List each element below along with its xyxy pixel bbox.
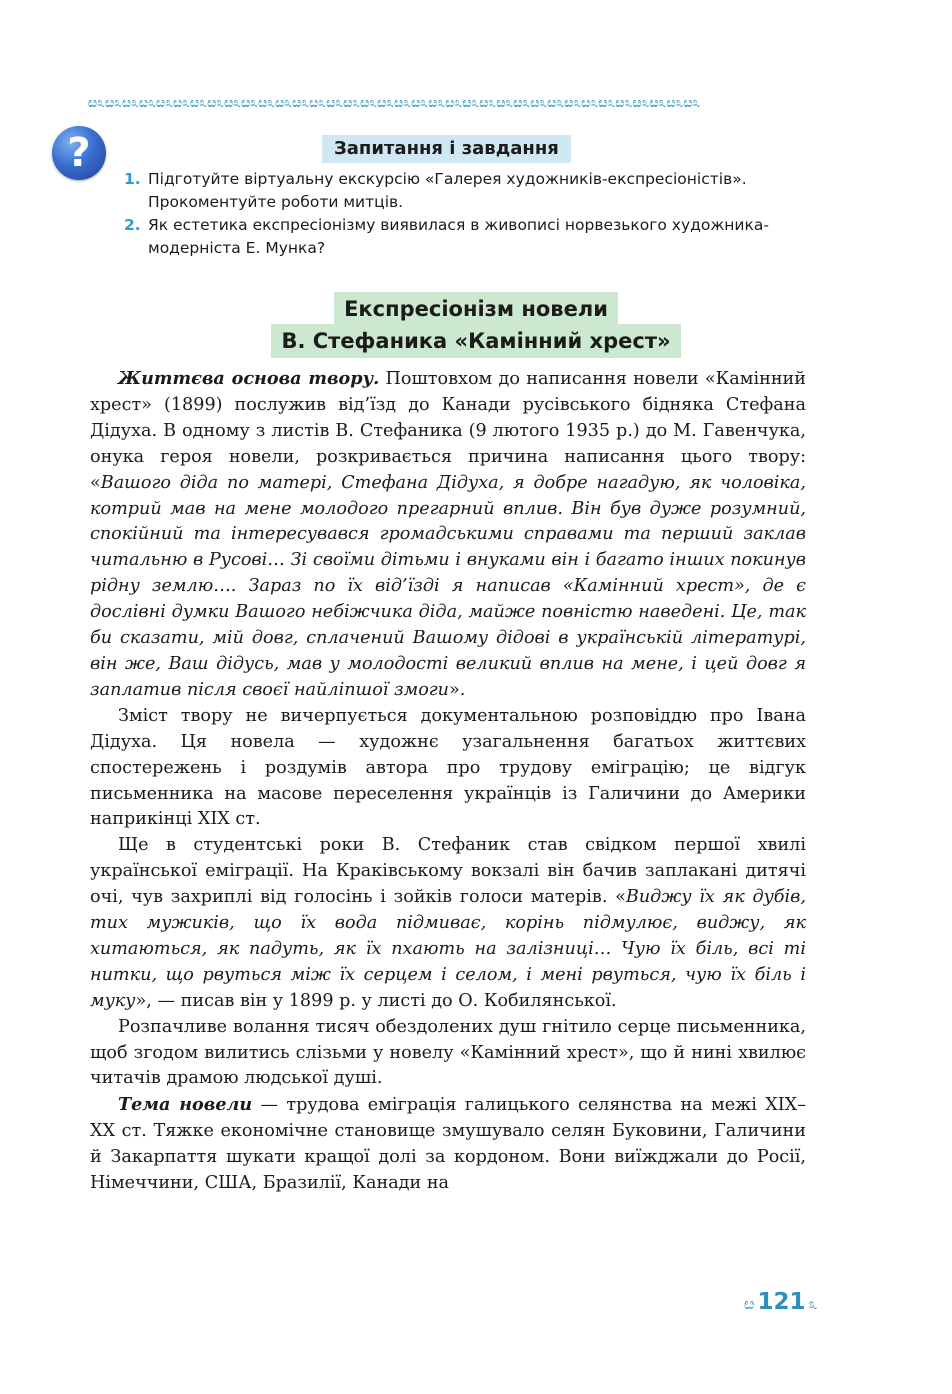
question-number: 1. — [124, 170, 141, 188]
paragraph: Зміст твору не вичерпується документальною розповіддю про Івана Дідуха. Ця новела — художнє узагальнення багатьох життєвих спостережень і роздумів автора про трудову еміграцію; це відгук письменника на масове переселення українців із Галичини до Америки наприкінці XIX ст. — [90, 705, 806, 830]
paragraph-text: — трудова еміграція галицького селянства на межі XIX–XX ст. Тяжке економічне становище змушувало селян Буковини, Галичини й Закарпаття шукати кращої долі за кордоном. Вони виїжджали до Росії, Німеччини, США, Бразилії, Канади на — [90, 1095, 806, 1194]
question-item — [124, 168, 814, 214]
article-body — [90, 366, 806, 1197]
question-item — [124, 214, 814, 260]
paragraph-label: Життєва основа твору. — [118, 368, 380, 389]
paragraph-text: Ще в студентські роки В. Стефаник став свідком першої хвилі української еміграції. На Краківському вокзалі він бачив заплакані дитячі очі, чув захриплі від голосінь і зойків голоси матерів. « — [90, 835, 806, 908]
quote-text: Виджу їх як дубів, тих мужиків, що їх вода підмиває, корінь підмулює, виджу, як хитаються, як падуть, як їх пхають на залізниці… Чую їх біль, всі ті нитки, що рвуться між їх серцем і селом, і мені рвуться, чую їх біль і муку — [90, 887, 807, 1011]
paragraph-text: Поштовхом до написання новели «Камінний хрест» (1899) послужив від’їзд до Канади русівського бідняка Стефана Дідуха. В одному з листів В. Стефаника (9 лютого 1935 р.) до М. Гавенчука, онука героя новели, розкривається причина написання цього твору: « — [90, 369, 806, 493]
section-title-text: В. Стефаника «Камінний хрест» — [271, 324, 680, 358]
ornament-left-icon: ೞ — [744, 1294, 755, 1313]
question-text: Підготуйте віртуальну екскурсію «Галерея художників-експресіоністів». Прокоментуйте роботи митців. — [148, 170, 747, 211]
section-title-text: Експресіонізм новели — [334, 292, 618, 326]
paragraph-label: Тема новели — [118, 1094, 253, 1116]
paragraph-text: ». — [449, 679, 466, 700]
quote-text: Вашого діда по матері, Стефана Дідуха, я добре нагадую, як чоловіка, котрий мав на мене молодого прегарний вплив. Він був дуже розумний, спокійний та інтересувався громадськими справами та перший заклав читальню в Русові… Зі своїми дітьми і внуками він і багато інших покинув рідну землю…. Зараз по їх від’їзді я написав «Камінний хрест», де є дослівні думки Вашого небіжчика діда, майже повністю наведені. Це, так би сказати, мій довг, сплачений Вашому дідові в українській літературі, він же, Ваш дідусь, мав у молодості великий вплив на мене, і цей довг я заплатив після своєї найліпшої змоги — [90, 472, 806, 700]
paragraph — [90, 833, 806, 1014]
page-number-block — [744, 1287, 817, 1317]
paragraph-text: », — писав він у 1899 р. у листі до О. Кобилянської. — [135, 990, 617, 1011]
questions-list — [124, 168, 814, 260]
question-mark-icon: ? — [52, 126, 106, 180]
questions-title: Запитання і завдання — [322, 135, 571, 163]
ornament-right-icon: ೩ — [808, 1294, 818, 1313]
paragraph — [90, 1092, 806, 1197]
section-title-line-2 — [0, 324, 952, 358]
question-text: Як естетика експресіонізму виявилася в живописі норвезького художника-модерніста Е. Мунка? — [148, 216, 769, 257]
question-number: 2. — [124, 216, 141, 234]
section-title-line-1 — [0, 292, 952, 326]
ornament-border: ೞ೩ೞ೩ೞ೩ೞ೩ೞ೩ೞ೩ೞ೩ೞ೩ೞ೩ೞ೩ೞ೩ೞ೩ೞ೩ೞ೩ೞ೩ೞ೩ೞ೩ೞ೩ೞ೩ೞ೩ೞ೩ೞ೩ೞ೩ೞ೩ೞ೩ೞ೩ೞ೩ೞ೩ೞ೩ೞ೩ೞ೩ೞ೩ೞ೩ೞ೩ೞ೩ೞ೩ — [88, 95, 701, 111]
paragraph — [90, 366, 806, 704]
paragraph: Розпачливе волання тисяч обездолених душ гнітило серце письменника, щоб згодом вилитись слізьми у новелу «Камінний хрест», що й нині хвилює читачів драмою людської душі. — [90, 1016, 806, 1089]
page-number: 121 — [757, 1289, 806, 1315]
